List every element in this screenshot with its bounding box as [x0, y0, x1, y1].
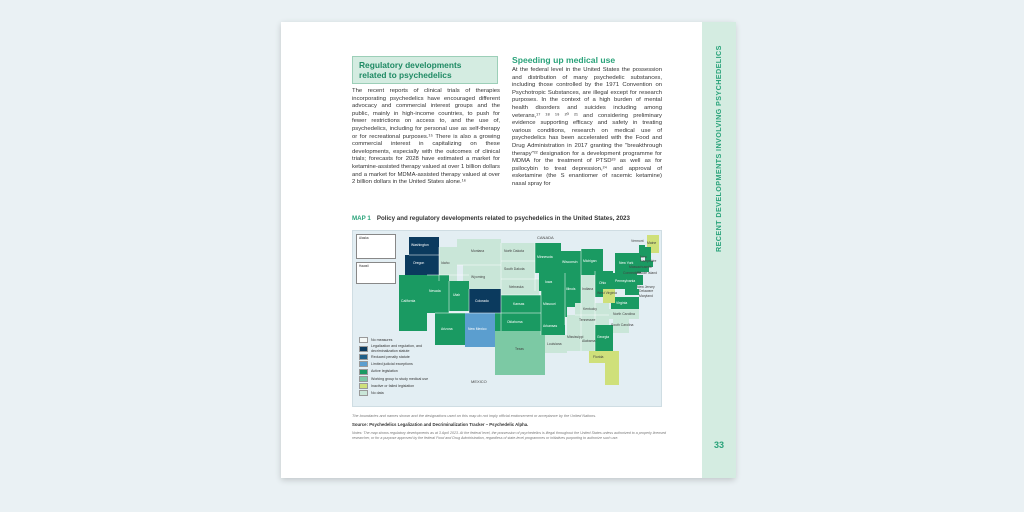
state-florida-peninsula [605, 363, 619, 385]
box-body-text: The recent reports of clinical trials of therapies incorporating psychedelics have encouraged different advocacy and commercial interest groups and the public, mainly in high-income countries, to push for fewer restrictions on access to, and the use of, psychedelics, including for personal use as self-therapy or for recreational purposes.¹⁵ There is also a growing commercial interest in capitalizing on these developments, especially with the outcomes of clinical trials; forecasts for 2028 have estimated a market for ketamine-assisted therapy valued at over 1 billion dollars and a market for MDMA-assisted therapy valued at over 2 billion dollars in the United States alone.¹⁶ [352, 88, 500, 186]
label-illinois: Illinois [566, 287, 576, 291]
label-nebraska: Nebraska [509, 285, 524, 289]
label-louisiana: Louisiana [547, 342, 562, 346]
label-maryland: Maryland [639, 294, 653, 298]
label-washington: Washington [411, 243, 429, 247]
label-oregon: Oregon [413, 261, 425, 265]
label-arkansas: Arkansas [543, 324, 558, 328]
label-delaware: Delaware [639, 289, 654, 293]
state-maryland [625, 289, 639, 295]
legend-item: Reduced penalty statute [359, 354, 439, 360]
label-arizona: Arizona [441, 327, 453, 331]
legend-item: Limited judicial exceptions [359, 361, 439, 367]
hawaii-inset [356, 262, 396, 284]
legend-item: No measures [359, 337, 439, 343]
legend-swatch [359, 383, 368, 389]
label-north-carolina: North Carolina [613, 312, 635, 316]
label-wisconsin: Wisconsin [562, 260, 578, 264]
canada-label: CANADA [537, 235, 554, 240]
label-maine: Maine [647, 241, 657, 245]
section-heading: Speeding up medical use [512, 55, 616, 65]
legend-item: No data [359, 390, 439, 396]
label-minnesota: Minnesota [537, 255, 553, 259]
state-oregon [405, 255, 439, 275]
label-colorado: Colorado [475, 299, 489, 303]
label-new-mexico: New Mexico [468, 327, 487, 331]
label-kentucky: Kentucky [583, 307, 597, 311]
label-texas: Texas [515, 347, 524, 351]
legend-item: Active legislation [359, 369, 439, 375]
label-iowa: Iowa [545, 280, 553, 284]
legend-swatch [359, 354, 368, 360]
legend-swatch [359, 337, 368, 343]
label-montana: Montana [471, 249, 485, 253]
mexico-label: MEXICO [471, 379, 487, 384]
legend-item: Working group to study medical use [359, 376, 439, 382]
map-legend [359, 337, 439, 397]
alaska-label: Alaska [359, 236, 369, 240]
label-idaho: Idaho [441, 261, 450, 265]
label-georgia: Georgia [597, 335, 610, 339]
label-south-dakota: South Dakota [504, 267, 525, 271]
hawaii-label: Hawaii [359, 264, 369, 268]
label-florida: Florida [593, 355, 604, 359]
chapter-title: RECENT DEVELOPMENTS INVOLVING PSYCHEDELICS [714, 45, 723, 252]
map-source: Source: Psychedelics Legalization and Decriminalization Tracker – Psychedelic Alpha. [352, 422, 529, 427]
state-nevada [427, 275, 449, 313]
legend-swatch [359, 369, 368, 375]
box-heading: Regulatory developments related to psychedelics [352, 56, 498, 84]
label-new-hampshire: New Hampshire [640, 255, 657, 263]
alaska-inset [356, 234, 396, 259]
label-alabama: Alabama [582, 339, 596, 343]
chapter-sidebar [702, 22, 736, 478]
label-utah: Utah [453, 293, 461, 297]
label-michigan: Michigan [583, 259, 597, 263]
label-connecticut: Connecticut [623, 271, 641, 275]
label-west-virginia: West Virginia [597, 291, 617, 295]
label-missouri: Missouri [543, 302, 556, 306]
section-body-text: At the federal level in the United States the possession and distribution of many psychedelic substances, including those controlled by the 1971 Convention on Psychotropic Substances, are illegal except for research purposes. In the context of a high burden of mental health disorders and suicides including among veterans,¹⁷ ¹⁸ ¹⁹ ²⁰ ²¹ and considering preliminary evidence supporting efficacy and safety in treating various conditions, research on medical use of psychedelics has been accelerated with the Food and Drug Administration in 2017 granting the "breakthrough therapy"²² designation for a development programme for MDMA for the treatment of PTSD²³ as well as for psilocybin to treat depression,²⁴ and approval of esketamine (the S enantiomer of racemic ketamine) nasal spray for [512, 67, 662, 187]
label-ohio: Ohio [599, 281, 607, 285]
label-north-dakota: North Dakota [504, 249, 524, 253]
state-new-jersey [637, 275, 643, 285]
us-map [352, 230, 662, 407]
map-label: MAP 1 [352, 215, 371, 222]
map-notes: Notes: The map shows regulatory developments as at 3 April 2023. At the federal level, the possession of psychedelics is illegal throughout the United States unless authorized to a properly licensed researcher, or for a purpose approved by the federal Food and Drug Administration, regardless of state-level programmes or initiatives purporting to authorize such use. [352, 431, 666, 440]
page-number: 33 [713, 440, 724, 450]
map-title-text: Policy and regulatory developments related to psychedelics in the United States, 2023 [376, 215, 630, 222]
label-virginia: Virginia [616, 301, 628, 305]
label-vermont: Vermont [631, 239, 644, 243]
label-indiana: Indiana [582, 287, 594, 291]
label-nevada: Nevada [429, 289, 441, 293]
label-south-carolina: South Carolina [611, 323, 634, 327]
map-disclaimer: The boundaries and names shown and the designations used on this map do not imply official endorsement or acceptance by the United Nations. [352, 414, 597, 418]
label-california: California [401, 299, 416, 303]
state-california [399, 275, 427, 331]
legend-swatch [359, 361, 368, 367]
label-kansas: Kansas [513, 302, 525, 306]
label-mississippi: Mississippi [567, 335, 584, 339]
legend-swatch [359, 346, 368, 352]
label-tennessee: Tennessee [579, 318, 596, 322]
map-title [352, 215, 692, 222]
legend-item: Legalization and regulation, and decriminalization statute [359, 344, 439, 353]
label-new-jersey: New Jersey [637, 285, 655, 289]
state-texas [495, 331, 545, 375]
label-oklahoma: Oklahoma [507, 320, 523, 324]
label-new-york: New York [619, 261, 634, 265]
label-rhode-island: Rhode Island [637, 271, 657, 275]
label-pennsylvania: Pennsylvania [615, 279, 636, 283]
label-massachusetts: Massachusetts [629, 265, 652, 269]
legend-swatch [359, 390, 368, 396]
legend-item: Inactive or failed legislation [359, 383, 439, 389]
label-wyoming: Wyoming [471, 275, 486, 279]
legend-swatch [359, 376, 368, 382]
